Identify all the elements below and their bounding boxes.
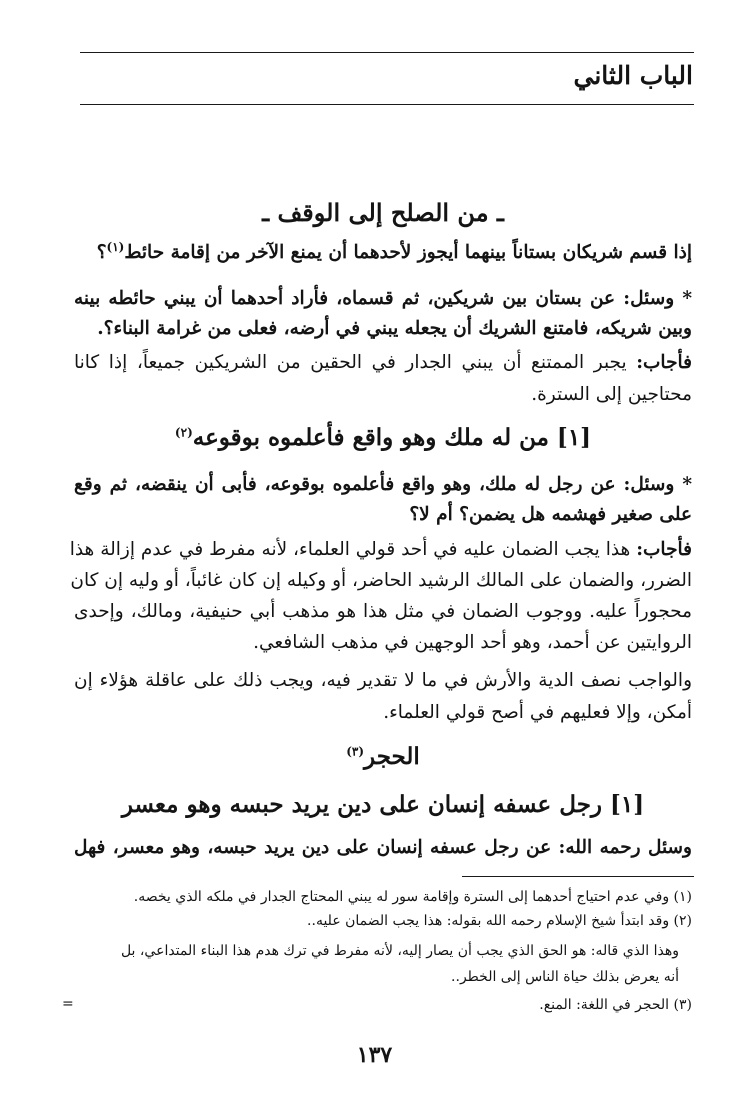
q2-para2-line-2: أمكن، وإلا فعليهم في أصح قولي العلماء. <box>383 702 692 723</box>
q2-answer-text: هذا يجب الضمان عليه في أحد قولي العلماء، لأنه مفرط في عدم إزالة هذا <box>69 539 631 560</box>
q1-answer-line-1 <box>74 348 692 378</box>
running-head: الباب الثاني <box>573 61 693 90</box>
section-title: ـ من الصلح إلى الوقف ـ <box>262 198 504 227</box>
header-top-rule <box>80 52 694 53</box>
q2-answer-label: فأجاب: <box>636 539 692 560</box>
footnote-ref-2: (٢) <box>174 425 193 440</box>
q2-para2-line-1: والواجب نصف الدية والأرش في ما لا تقدير فيه، ويجب ذلك على عاقلة هؤلاء إن <box>74 670 692 691</box>
continuation-mark: = <box>62 996 74 1012</box>
hajr-title <box>74 742 692 772</box>
q2-answer-line-2: الضرر، والضمان على المالك الرشيد الحاضر، أو وكيله إن كان غائباً، أو وليه إن كان <box>70 570 692 591</box>
q2-answer-line-4: الروايتين عن أحمد، وهو أحد الوجهين في مذهب الشافعي. <box>253 632 692 653</box>
q1-title <box>74 238 692 268</box>
q2-title <box>74 423 692 453</box>
footnote-2-cont-1: وهذا الذي قاله: هو الحق الذي يجب أن يصار إليه، لأنه مفرط في ترك هدم هذا البناء المتداعي، بل <box>120 943 679 959</box>
q3-question-line: وسئل رحمه الله: عن رجل عسفه إنسان على دين يريد حبسه، وهو معسر، فهل <box>74 837 692 858</box>
q3-title: [١] رجل عسفه إنسان على دين يريد حبسه وهو معسر <box>121 791 645 818</box>
q2-title-text: [١] من له ملك وهو واقع فأعلموه بوقوعه <box>192 424 592 451</box>
footnote-separator <box>462 876 694 877</box>
footnote-3: (٣) الحجر في اللغة: المنع. <box>539 997 692 1013</box>
footnote-ref-1: (١) <box>106 239 125 254</box>
footnote-2: (٢) وقد ابتدأ شيخ الإسلام رحمه الله بقوله: هذا يجب الضمان عليه.. <box>307 913 692 929</box>
q1-question-line-2: وبين شريكه، فامتنع الشريك أن يجعله يبني في أرضه، فعلى من غرامة البناء؟. <box>97 318 692 339</box>
q2-answer-line-3: محجوراً عليه. ووجوب الضمان في مثل هذا هو مذهب أبي حنيفية، ومالك، وإحدى <box>74 601 692 622</box>
q2-answer-line-1 <box>69 535 692 565</box>
q1-answer-line-2: محتاجين إلى السترة. <box>531 384 692 405</box>
q1-answer-label: فأجاب: <box>636 352 692 373</box>
footnote-2-cont-2: أنه يعرض بذلك حياة الناس إلى الخطر.. <box>451 969 679 985</box>
footnote-ref-3: (٣) <box>346 744 365 759</box>
hajr-title-text: الحجر <box>364 743 420 770</box>
q2-question-line-2: على صغير فهشمه هل يضمن؟ أم لا؟ <box>409 504 692 525</box>
page-number: ١٣٧ <box>356 1042 393 1068</box>
q1-title-text: إذا قسم شريكان بستاناً بينهما أيجوز لأحدهما أن يمنع الآخر من إقامة حائط <box>124 242 692 263</box>
q1-title-end: ؟ <box>96 242 107 263</box>
q2-question-line-1: * وسئل: عن رجل له ملك، وهو واقع فأعلموه بوقوعه، فأبى أن ينقضه، ثم وقع <box>74 474 692 495</box>
footnote-1: (١) وفي عدم احتياج أحدهما إلى السترة وإقامة سور له يبني المحتاج الجدار في ملكه الذي يخصه. <box>133 889 692 905</box>
q1-answer-text: يجبر الممتنع أن يبني الجدار في الحقين من الشريكين جميعاً، إذا كانا <box>74 352 627 373</box>
q1-question-line-1: * وسئل: عن بستان بين شريكين، ثم قسماه، فأراد أحدهما أن يبني حائطه بينه <box>74 288 692 309</box>
header-bottom-rule <box>80 104 694 105</box>
